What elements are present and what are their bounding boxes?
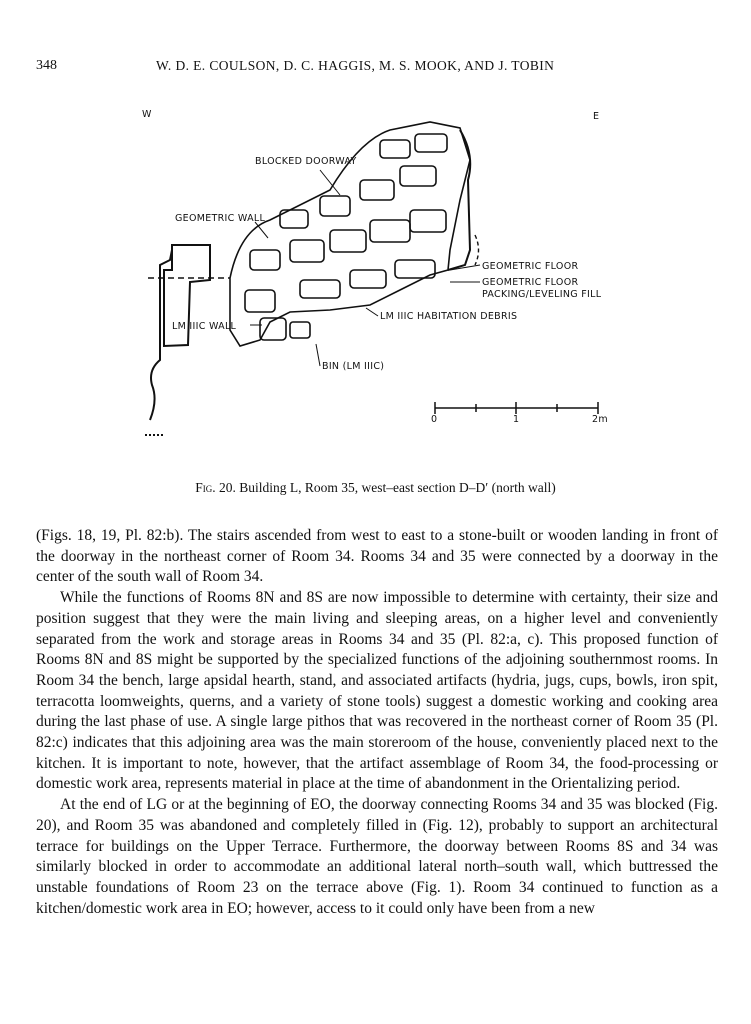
compass-west: W bbox=[142, 109, 152, 120]
label-bin: BIN (LM IIIC) bbox=[322, 361, 385, 372]
section-drawing bbox=[130, 100, 630, 460]
label-blocked-doorway: BLOCKED DOORWAY bbox=[255, 156, 357, 167]
page-number: 348 bbox=[36, 58, 57, 73]
label-geometric-wall: GEOMETRIC WALL bbox=[175, 213, 266, 224]
body-text bbox=[36, 526, 718, 919]
caption-fig-number: Fig. 20. bbox=[195, 480, 236, 495]
scale-label-2m: 2m bbox=[592, 414, 608, 425]
label-geometric-floor: GEOMETRIC FLOOR bbox=[482, 261, 579, 272]
compass-east: E bbox=[593, 111, 600, 122]
running-head: W. D. E. COULSON, D. C. HAGGIS, M. S. MOOK, AND J. TOBIN bbox=[156, 58, 555, 73]
figure-caption bbox=[0, 480, 751, 496]
label-lm-iiic-habitation: LM IIIC HABITATION DEBRIS bbox=[380, 311, 518, 322]
scale-label-1: 1 bbox=[513, 414, 520, 425]
label-floor-packing-1: GEOMETRIC FLOOR bbox=[482, 277, 579, 288]
page-header bbox=[36, 58, 716, 78]
paragraph-3: At the end of LG or at the beginning of EO, the doorway connecting Rooms 34 and 35 was blocked (Fig. 20), and Room 35 was abandoned and completely filled in (Fig. 12), probably to support an architectural terrace for buildings on the Upper Terrace. Furthermore, the doorway between Rooms 8S and 34 was similarly blocked in order to accommodate an additional lateral north–south wall, which buttressed the unstable foundations of Room 23 on the terrace above (Fig. 1). Room 34 continued to function as a kitchen/domestic work area in EO; however, access to it could only have been from a new bbox=[36, 796, 718, 917]
label-lm-iiic-wall: LM IIIC WALL bbox=[172, 321, 237, 332]
scale-label-0: 0 bbox=[431, 414, 438, 425]
label-floor-packing-2: PACKING/LEVELING FILL bbox=[482, 289, 602, 300]
caption-text: Building L, Room 35, west–east section D–D′ (north wall) bbox=[239, 480, 556, 495]
scale-bar bbox=[435, 402, 598, 414]
dashed-fill-boundary bbox=[475, 235, 479, 265]
ground-profile-west bbox=[150, 250, 172, 420]
paragraph-1: (Figs. 18, 19, Pl. 82:b). The stairs ascended from west to east to a stone-built or wooden landing in front of the doorway in the northeast corner of Room 34. Rooms 34 and 35 were connected by a doorway in the center of the south wall of Room 34. bbox=[36, 527, 718, 586]
paragraph-2: While the functions of Rooms 8N and 8S are now impossible to determine with certainty, their size and position suggest that they were the main living and sleeping areas, on a higher level and conveniently separated from the work and storage areas in Rooms 34 and 35 (Pl. 82:a, c). This proposed function of Rooms 8N and 8S might be supported by the specialized functions of the adjoining southernmost rooms. In Room 34 the bench, large apsidal hearth, stand, and associated artifacts (hydria, jugs, cups, bowls, iron spit, terracotta loomweights, querns, and a variety of stone tools) suggest a domestic working and cooking area during the last phase of use. A single large pithos that was recovered in the northeast corner of Room 35 (Pl. 82:c) indicates that this adjoining area was the main storeroom of the house, conveniently placed next to the kitchen. It is important to note, however, that the artifact assemblage of Room 34, the food-processing or domestic work area, represents material in place at the time of abandonment in the Orientalizing period. bbox=[36, 589, 718, 793]
